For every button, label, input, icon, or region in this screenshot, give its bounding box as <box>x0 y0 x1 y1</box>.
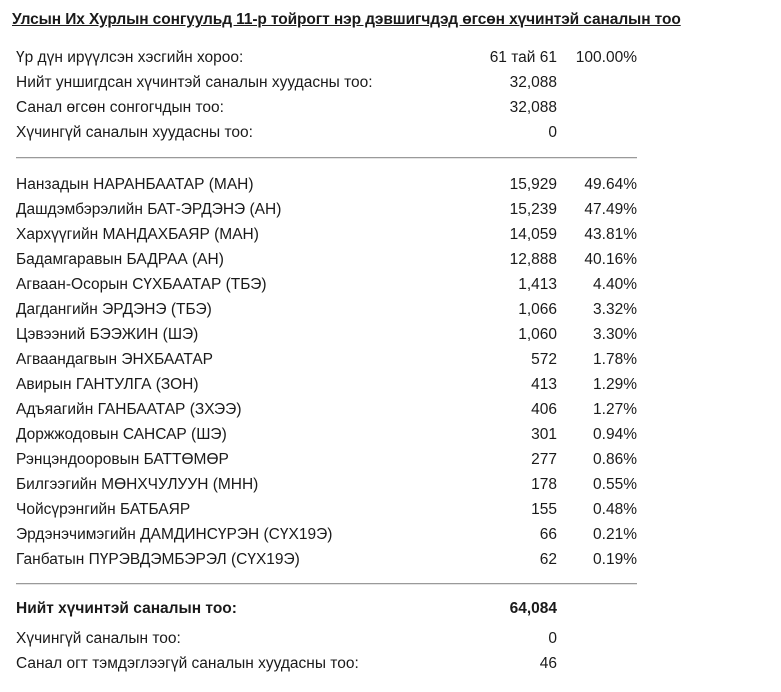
candidate-name: Доржжодовын САНСАР (ШЭ) <box>16 426 227 443</box>
candidate-percent: 1.29% <box>593 376 637 393</box>
candidate-row <box>16 347 646 372</box>
candidate-name: Агваандагвын ЭНХБААТАР <box>16 351 214 368</box>
candidate-votes: 1,060 <box>518 326 557 343</box>
page-title: Улсын Их Хурлын сонгуульд 11-р тойрогт нэр дэвшигчдэд өгсөн хүчинтэй саналын тоо <box>12 11 681 28</box>
summary-value: 32,088 <box>509 74 557 91</box>
totals-label: Нийт хүчинтэй саналын тоо: <box>16 600 237 617</box>
candidate-name: Хархүүгийн МАНДАХБАЯР (МАН) <box>16 226 259 243</box>
total-blank-ballots-row <box>16 651 646 676</box>
candidate-percent: 49.64% <box>584 176 637 193</box>
candidate-votes: 178 <box>531 476 557 493</box>
summary-row-valid-ballots-read <box>16 70 646 95</box>
totals-value: 46 <box>539 655 557 672</box>
candidate-votes: 406 <box>531 401 557 418</box>
candidate-votes: 155 <box>531 501 557 518</box>
candidate-row <box>16 222 646 247</box>
summary-value: 32,088 <box>509 99 557 116</box>
summary-value: 61 тай 61 <box>489 49 557 66</box>
totals-label: Хүчингүй саналын тоо: <box>16 630 181 647</box>
candidate-list <box>16 172 646 572</box>
candidate-percent: 4.40% <box>593 276 637 293</box>
candidate-percent: 43.81% <box>584 226 637 243</box>
candidate-row <box>16 247 646 272</box>
candidate-row <box>16 547 646 572</box>
candidate-percent: 40.16% <box>584 251 637 268</box>
candidate-votes: 15,239 <box>509 201 557 218</box>
candidate-votes: 62 <box>539 551 557 568</box>
candidate-row <box>16 497 646 522</box>
candidate-row <box>16 322 646 347</box>
summary-label: Үр дүн ирүүлсэн хэсгийн хороо: <box>16 49 244 66</box>
candidate-name: Ганбатын ПҮРЭВДЭМБЭРЭЛ (СҮХ19Э) <box>16 551 300 568</box>
totals-value: 64,084 <box>509 600 557 617</box>
candidate-percent: 3.30% <box>593 326 637 343</box>
summary-percent: 100.00% <box>575 49 637 66</box>
totals-value: 0 <box>548 630 557 647</box>
summary-label: Санал өгсөн сонгогчдын тоо: <box>16 99 224 116</box>
candidate-name: Адъяагийн ГАНБААТАР (ЗХЭЭ) <box>16 401 242 418</box>
divider <box>16 157 637 159</box>
candidate-votes: 66 <box>539 526 557 543</box>
total-valid-votes-row <box>16 596 646 621</box>
candidate-percent: 0.94% <box>593 426 637 443</box>
candidate-row <box>16 372 646 397</box>
candidate-votes: 572 <box>531 351 557 368</box>
candidate-votes: 1,066 <box>518 301 557 318</box>
candidate-votes: 15,929 <box>509 176 557 193</box>
candidate-name: Рэнцэндооровын БАТТӨМӨР <box>16 451 229 468</box>
candidate-votes: 301 <box>531 426 557 443</box>
totals-label: Санал огт тэмдэглээгүй саналын хуудасны тоо: <box>16 655 359 672</box>
summary-row-voters <box>16 95 646 120</box>
candidate-row <box>16 297 646 322</box>
candidate-percent: 0.48% <box>593 501 637 518</box>
candidate-name: Цэвээний БЭЭЖИН (ШЭ) <box>16 326 199 343</box>
divider <box>16 583 637 585</box>
candidate-name: Чойсүрэнгийн БАТБАЯР <box>16 501 191 518</box>
candidate-row <box>16 197 646 222</box>
candidate-votes: 1,413 <box>518 276 557 293</box>
candidate-name: Эрдэнэчимэгийн ДАМДИНСҮРЭН (СҮХ19Э) <box>16 526 333 543</box>
summary-label: Хүчингүй саналын хуудасны тоо: <box>16 124 253 141</box>
candidate-row <box>16 272 646 297</box>
candidate-percent: 1.27% <box>593 401 637 418</box>
candidate-percent: 1.78% <box>593 351 637 368</box>
candidate-row <box>16 422 646 447</box>
candidate-votes: 413 <box>531 376 557 393</box>
candidate-percent: 0.21% <box>593 526 637 543</box>
candidate-row <box>16 522 646 547</box>
total-invalid-votes-row <box>16 626 646 651</box>
candidate-row <box>16 172 646 197</box>
candidate-percent: 0.86% <box>593 451 637 468</box>
summary-label: Нийт уншигдсан хүчинтэй саналын хуудасны тоо: <box>16 74 373 91</box>
summary-row-precincts <box>16 45 646 70</box>
candidate-name: Бадамгаравын БАДРАА (АН) <box>16 251 224 268</box>
candidate-percent: 47.49% <box>584 201 637 218</box>
candidate-name: Билгээгийн МӨНХЧУЛУУН (МНН) <box>16 476 259 493</box>
candidate-votes: 277 <box>531 451 557 468</box>
candidate-name: Дашдэмбэрэлийн БАТ-ЭРДЭНЭ (АН) <box>16 201 282 218</box>
candidate-row <box>16 472 646 497</box>
candidate-percent: 3.32% <box>593 301 637 318</box>
summary-row-invalid-ballots <box>16 120 646 145</box>
candidate-name: Агваан-Осорын СҮХБААТАР (ТБЭ) <box>16 276 267 293</box>
candidate-votes: 12,888 <box>509 251 557 268</box>
candidate-name: Дагдангийн ЭРДЭНЭ (ТБЭ) <box>16 301 212 318</box>
totals-section <box>16 596 646 676</box>
summary-section <box>16 45 646 145</box>
candidate-percent: 0.19% <box>593 551 637 568</box>
summary-value: 0 <box>548 124 557 141</box>
candidate-name: Нанзадын НАРАНБААТАР (МАН) <box>16 176 254 193</box>
candidate-row <box>16 447 646 472</box>
candidate-votes: 14,059 <box>509 226 557 243</box>
candidate-name: Авирын ГАНТУЛГА (ЗОН) <box>16 376 199 393</box>
candidate-row <box>16 397 646 422</box>
candidate-percent: 0.55% <box>593 476 637 493</box>
